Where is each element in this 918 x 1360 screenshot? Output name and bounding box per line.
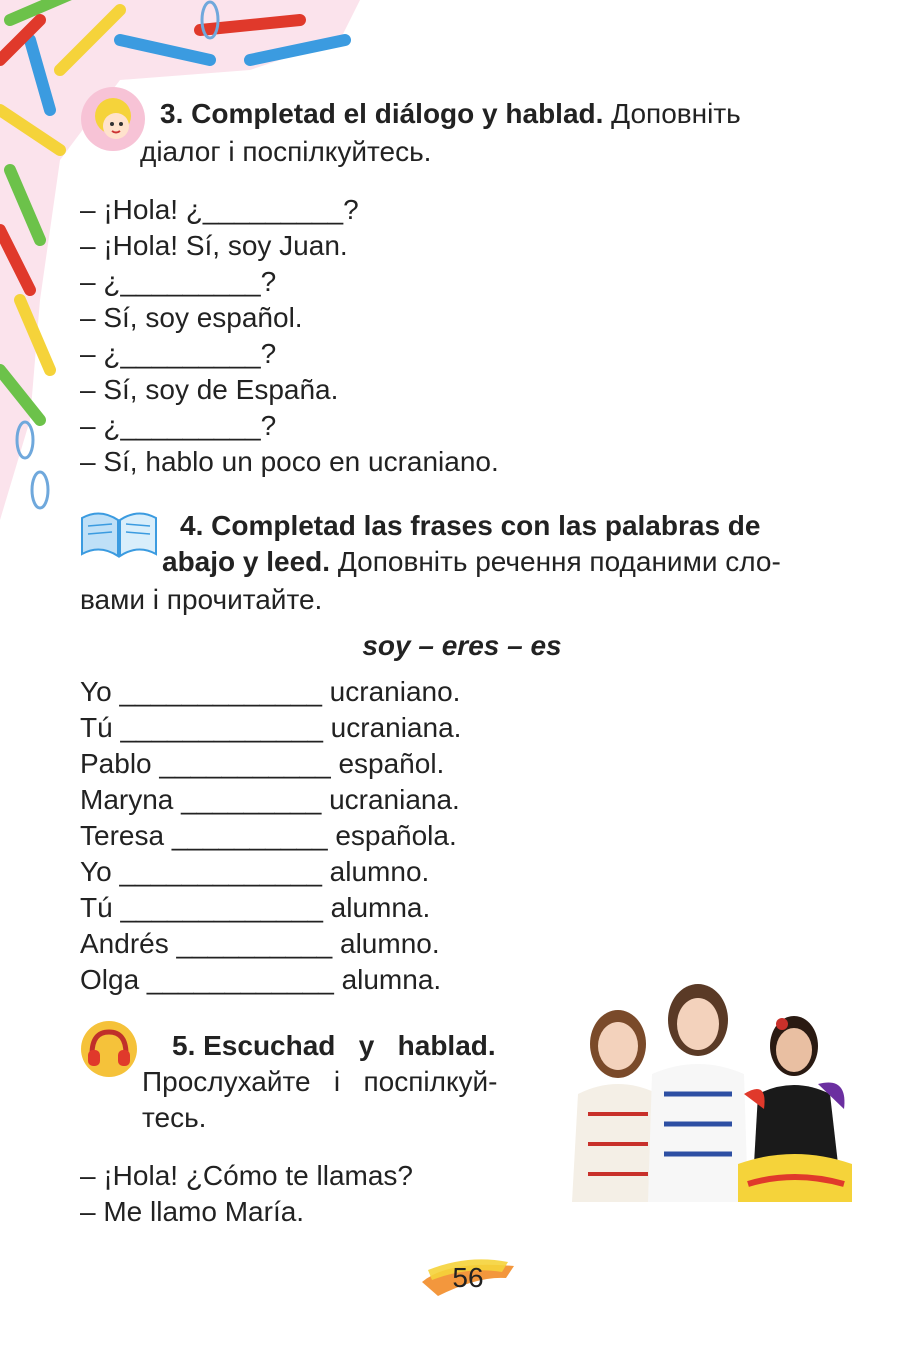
exercise-3-dialog — [80, 192, 499, 480]
dialog-line: – ¿_________? — [80, 266, 277, 297]
girl-face-icon — [80, 86, 146, 152]
exercise-5-instruction-line2: Прослухайте і поспілкуй- — [142, 1066, 498, 1097]
sentence-line: Tú _____________ alumna. — [80, 892, 431, 923]
sentence-line: Tú _____________ ucraniana. — [80, 712, 462, 743]
exercise-5-title: 5. Escuchad y hablad. — [172, 1030, 496, 1061]
girls-in-national-costumes-photo — [568, 984, 854, 1202]
dialog-line: – Sí, soy de España. — [80, 374, 339, 405]
dialog-line: – ¡Hola! ¿Cómo te llamas? — [80, 1160, 414, 1191]
sentence-line: Olga ____________ alumna. — [80, 964, 442, 995]
exercise-5-dialog — [80, 1158, 413, 1230]
open-book-icon — [78, 504, 160, 560]
dialog-line: – ¡Hola! Sí, soy Juan. — [80, 230, 348, 261]
dialog-line: – Sí, soy español. — [80, 302, 303, 333]
exercise-5-instruction-line3: тесь. — [142, 1102, 207, 1133]
exercise-4-title: 4. Completad las frases con las palabras de — [180, 510, 761, 541]
exercise-4-instruction-line3: вами і прочитайте. — [80, 584, 323, 615]
exercise-3-instruction-line2: діалог і поспілкуйтесь. — [140, 136, 432, 167]
exercise-3-title-translation: Доповніть — [603, 98, 741, 129]
sentence-line: Maryna _________ ucraniana. — [80, 784, 460, 815]
dialog-line: – Sí, hablo un poco en ucraniano. — [80, 446, 499, 477]
headphones-icon — [80, 1020, 138, 1078]
sentence-line: Pablo ___________ español. — [80, 748, 445, 779]
exercise-4-title-end: abajo y leed. — [162, 546, 331, 577]
sentence-line: Andrés __________ alumno. — [80, 928, 440, 959]
sentence-line: Teresa __________ española. — [80, 820, 457, 851]
word-bank: soy – eres – es — [362, 630, 562, 661]
dialog-line: – ¿_________? — [80, 410, 277, 441]
exercise-3-instruction — [160, 96, 850, 132]
dialog-line: – ¿_________? — [80, 338, 277, 369]
exercise-4-instruction-line2 — [162, 544, 852, 580]
sentence-line: Yo _____________ ucraniano. — [80, 676, 461, 707]
dialog-line: – ¡Hola! ¿_________? — [80, 194, 359, 225]
dialog-line: – Me llamo María. — [80, 1196, 305, 1227]
exercise-3-title: 3. Completad el diálogo y hablad. — [160, 98, 604, 129]
page-number-badge — [418, 1248, 518, 1308]
page-number: 56 — [452, 1262, 484, 1293]
exercise-4-translation: Доповніть речення поданими сло- — [330, 546, 781, 577]
sentence-line: Yo _____________ alumno. — [80, 856, 430, 887]
exercise-4-sentences — [80, 674, 461, 998]
